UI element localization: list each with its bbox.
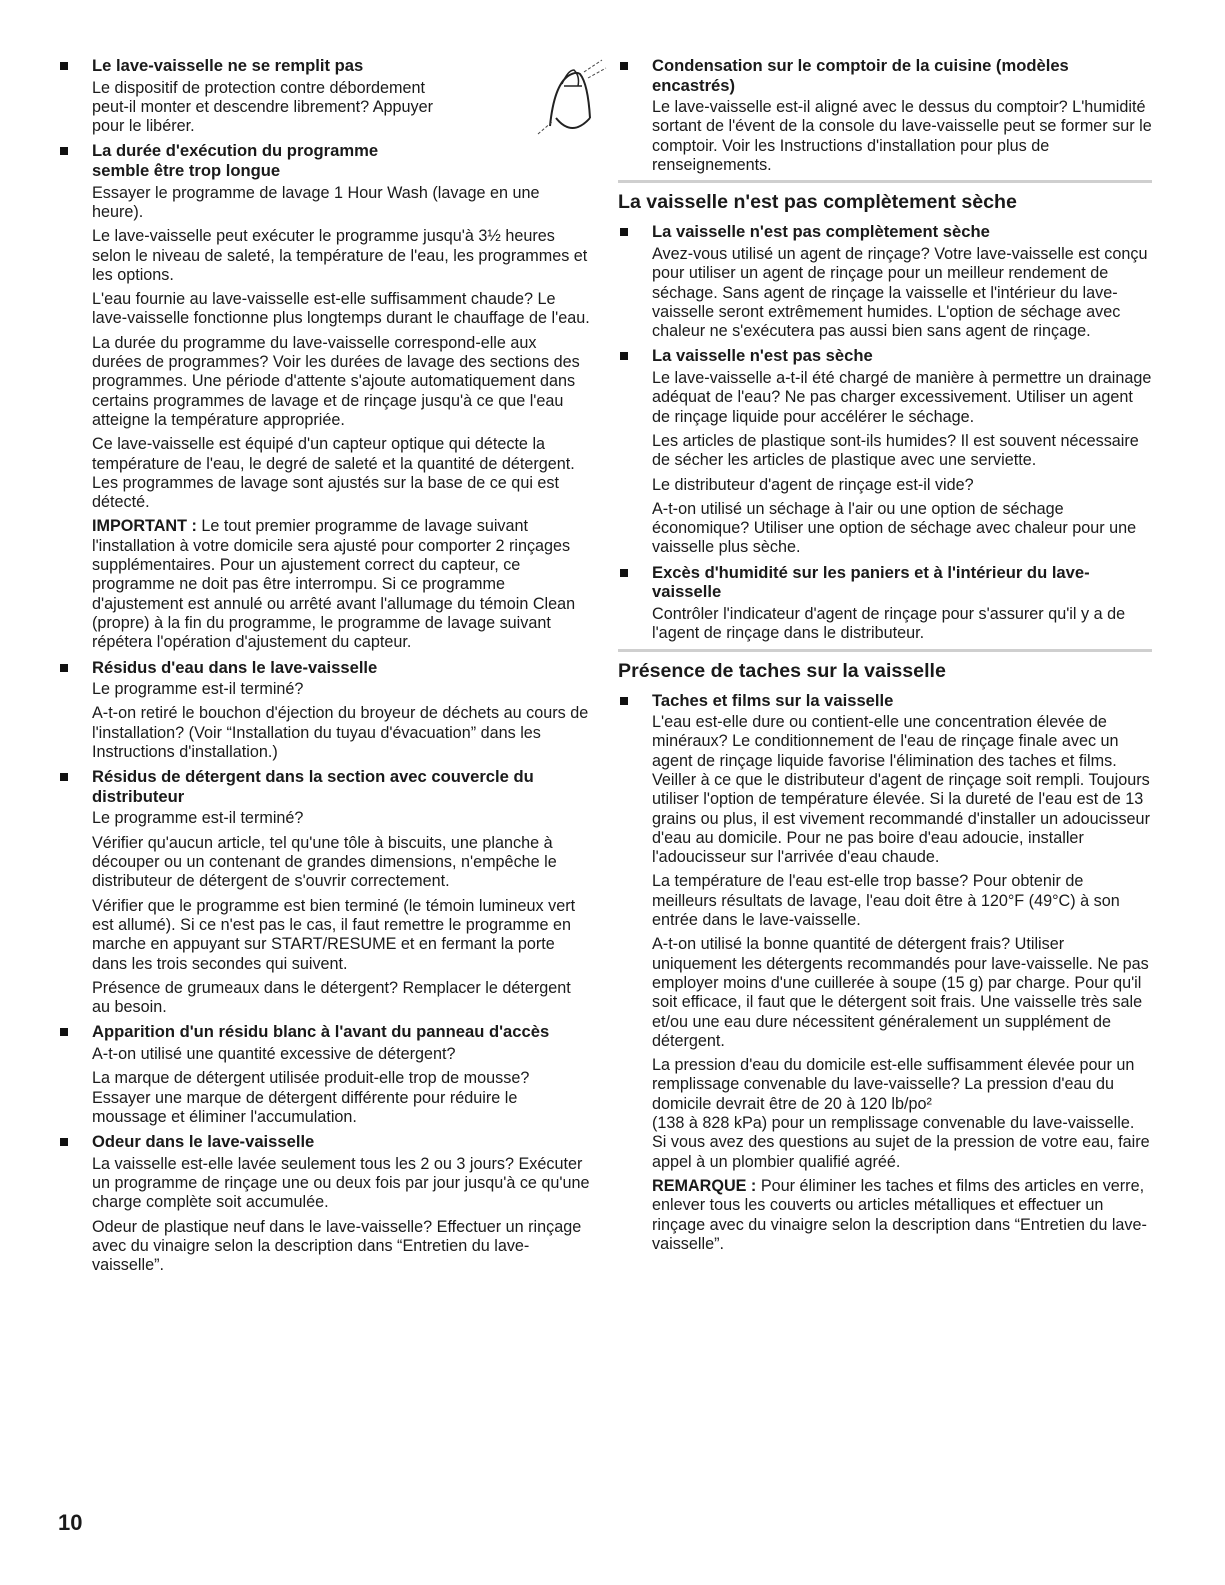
issue-detergent-residue bbox=[58, 767, 590, 1017]
remark-text: Pour éliminer les taches et films des articles en verre, enlever tous les couverts ou articles métalliques et effectuer un rinçage avec du vinaigre selon la description dans “Entretien du lave-vaisselle”. bbox=[652, 1176, 1147, 1253]
paragraph: A-t-on retiré le bouchon d'éjection du broyeur de déchets au cours de l'installation? (Voir “Installation du tuyau d'évacuation” dans les Instructions d'installation.) bbox=[92, 704, 589, 761]
bullet-icon bbox=[620, 228, 628, 236]
right-column bbox=[618, 56, 1152, 1259]
paragraph: La durée du programme du lave-vaisselle correspond-elle aux durées de programmes? Voir les durées de lavage des sections des programmes. Une période d'attente s'ajoute automatiquement dans certains programmes de lavage et de rinçage jusqu'à ce que l'eau atteigne la température appropriée. bbox=[92, 333, 580, 429]
page-number: 10 bbox=[58, 1510, 83, 1535]
issue-title: Apparition d'un résidu blanc à l'avant du panneau d'accès bbox=[92, 1022, 550, 1042]
bullet-icon bbox=[60, 1028, 68, 1036]
paragraph: Essayer le programme de lavage 1 Hour Wash (lavage en une heure). bbox=[92, 183, 540, 221]
paragraph: L'eau fournie au lave-vaisselle est-elle suffisamment chaude? Le lave-vaisselle fonctionne plus longtemps durant le chauffage de l'eau. bbox=[92, 290, 590, 328]
bullet-icon bbox=[620, 62, 628, 70]
issue-title: Le lave-vaisselle ne se remplit pas bbox=[92, 56, 364, 75]
issue-odor bbox=[58, 1132, 590, 1275]
paragraph: L'eau est-elle dure ou contient-elle une concentration élevée de minéraux? Le conditionnement de l'eau de rinçage finale avec un agent de rinçage liquide favorise l'élimination des taches et films. Veiller à ce que le distributeur d'agent de rinçage soit rempli. Toujours utiliser l'option de température élevée. Si la dureté de l'eau est de 13 grains ou plus, il est vivement recommandé d'installer un adoucisseur d'eau au domicile. Pour ne pas boire d'eau adoucie, installer l'adoucisseur sur l'arrivée d'eau chaude. bbox=[652, 713, 1150, 867]
paragraph: A-t-on utilisé une quantité excessive de détergent? bbox=[92, 1045, 456, 1064]
paragraph: A-t-on utilisé la bonne quantité de détergent frais? Utiliser uniquement les détergents recommandés pour lave-vaisselle. Ne pas employer moins d'une cuillerée à soupe (15 g) par charge. Pour qu'il soit efficace, il faut que le détergent soit frais. Une vaisselle très sale et/ou une eau dure nécessitent généralement un supplément de détergent. bbox=[652, 935, 1149, 1050]
section-heading-spots: Présence de taches sur la vaisselle bbox=[618, 649, 1152, 683]
paragraph: La pression d'eau du domicile est-elle suffisamment élevée pour un remplissage convenable du lave-vaisselle? La pression d'eau du domicile devrait être de 20 à 120 lb/po² bbox=[652, 1056, 1135, 1113]
issue-water-residue bbox=[58, 658, 590, 763]
paragraph: Ce lave-vaisselle est équipé d'un capteur optique qui détecte la température de l'eau, le degré de saleté et la quantité de détergent. Les programmes de lavage sont ajustés sur la base de ce qui est détecté. bbox=[92, 435, 575, 512]
bullet-icon bbox=[620, 569, 628, 577]
issue-title: Résidus de détergent dans la section avec couvercle du distributeur bbox=[92, 767, 534, 806]
issue-title: Résidus d'eau dans le lave-vaisselle bbox=[92, 657, 378, 677]
paragraph: A-t-on utilisé un séchage à l'air ou une option de séchage économique? Utiliser une option de séchage avec chaleur pour une vaisselle plus sèche. bbox=[652, 499, 1137, 557]
issue-does-not-fill bbox=[58, 56, 590, 136]
paragraph: Le distributeur d'agent de rinçage est-il vide? bbox=[652, 475, 974, 494]
issue-not-completely-dry bbox=[618, 222, 1152, 341]
issue-title: La vaisselle n'est pas complètement sèche bbox=[652, 222, 990, 242]
remark-label: REMARQUE : bbox=[652, 1176, 757, 1195]
issue-spots-and-films bbox=[618, 691, 1152, 1255]
remark-note bbox=[652, 1177, 1152, 1254]
issue-title: La vaisselle n'est pas sèche bbox=[652, 346, 873, 366]
paragraph: Le lave-vaisselle a-t-il été chargé de manière à permettre un drainage adéquat de l'eau? Ne pas charger excessivement. Utiliser un agent de rinçage liquide pour accélérer le séchage. bbox=[652, 369, 1152, 426]
issue-excess-humidity bbox=[618, 563, 1152, 644]
paragraph: Contrôler l'indicateur d'agent de rinçage pour s'assurer qu'il y a de l'agent de rinçage dans le distributeur. bbox=[652, 604, 1126, 643]
paragraph: Le lave-vaisselle est-il aligné avec le dessus du comptoir? L'humidité sortant de l'évent de la console du lave-vaisselle peut se former sur le comptoir. Voir les Instructions d'installation pour plus de renseignements. bbox=[652, 98, 1152, 175]
issue-white-residue bbox=[58, 1022, 590, 1127]
left-column bbox=[58, 56, 590, 1281]
paragraph: Le programme est-il terminé? bbox=[92, 680, 304, 699]
bullet-icon bbox=[60, 1138, 68, 1146]
bullet-icon bbox=[60, 147, 68, 155]
issue-title: Taches et films sur la vaisselle bbox=[652, 690, 894, 710]
important-note bbox=[92, 517, 590, 652]
bullet-icon bbox=[620, 697, 628, 705]
paragraph: Avez-vous utilisé un agent de rinçage? Votre lave-vaisselle est conçu pour utiliser un agent de rinçage pour un meilleur rendement de séchage. Sans agent de rinçage la vaisselle et l'intérieur du lave-vaisselle seront extrêmement humides. L'option de séchage avec chaleur ne s'exécutera pas aussi bien sans agent de rinçage. bbox=[652, 244, 1148, 341]
section-heading-not-dry: La vaisselle n'est pas complètement sèche bbox=[618, 180, 1152, 214]
issue-title: La durée d'exécution du programme semble être trop longue bbox=[92, 141, 379, 181]
issue-title: Odeur dans le lave-vaisselle bbox=[92, 1132, 315, 1152]
paragraph: La marque de détergent utilisée produit-elle trop de mousse? Essayer une marque de détergent différente pour réduire le moussage et éliminer l'accumulation. bbox=[92, 1069, 530, 1126]
issue-not-dry bbox=[618, 346, 1152, 557]
bullet-icon bbox=[60, 664, 68, 672]
bullet-icon bbox=[620, 352, 628, 360]
paragraph: Odeur de plastique neuf dans le lave-vaisselle? Effectuer un rinçage avec du vinaigre selon la description dans “Entretien du lave-vaisselle”. bbox=[92, 1217, 582, 1275]
paragraph: Vérifier que le programme est bien terminé (le témoin lumineux vert est allumé). Si ce n'est pas le cas, il faut remettre le programme en marche en appuyant sur START/RESUME et en fermant la porte dans les trois secondes qui suivent. bbox=[92, 896, 576, 973]
paragraph: Les articles de plastique sont-ils humides? Il est souvent nécessaire de sécher les articles de plastique avec une serviette. bbox=[652, 431, 1139, 470]
issue-condensation bbox=[618, 56, 1152, 175]
issue-cycle-too-long bbox=[58, 141, 590, 652]
paragraph: Le lave-vaisselle peut exécuter le programme jusqu'à 3½ heures selon le niveau de saleté, la température de l'eau, les programmes et les options. bbox=[92, 227, 588, 284]
issue-title: Condensation sur le comptoir de la cuisine (modèles encastrés) bbox=[652, 56, 1069, 95]
paragraph: La vaisselle est-elle lavée seulement tous les 2 ou 3 jours? Exécuter un programme de rinçage une ou deux fois par jour jusqu'à ce qu'une charge complète soit accumulée. bbox=[92, 1154, 590, 1212]
important-text: Le tout premier programme de lavage suivant l'installation à votre domicile sera ajusté pour comporter 2 rinçages supplémentaires. Pour un ajustement correct du capteur, ce programme ne doit pas être interrompu. Si ce programme d'ajustement est annulé ou arrêté avant l'allumage du témoin Clean (propre) à la fin du programme, le programme de lavage suivant répétera l'opération d'ajustement du capteur. bbox=[92, 517, 576, 652]
bullet-icon bbox=[60, 773, 68, 781]
paragraph: La température de l'eau est-elle trop basse? Pour obtenir de meilleurs résultats de lavage, l'eau doit être à 120°F (49°C) à son entrée dans le lave-vaisselle. bbox=[652, 872, 1120, 930]
paragraph: Présence de grumeaux dans le détergent? Remplacer le détergent au besoin. bbox=[92, 978, 571, 1017]
paragraph: Vérifier qu'aucun article, tel qu'une tôle à biscuits, une planche à découper ou un contenant de grandes dimensions, n'empêche le distributeur de détergent de s'ouvrir correctement. bbox=[92, 833, 557, 891]
bullet-icon bbox=[60, 62, 68, 70]
issue-title: Excès d'humidité sur les paniers et à l'intérieur du lave-vaisselle bbox=[652, 562, 1090, 602]
paragraph: Le dispositif de protection contre débordement peut-il monter et descendre librement? Appuyer pour le libérer. bbox=[92, 78, 434, 136]
important-label: IMPORTANT : bbox=[92, 517, 197, 536]
paragraph: Le programme est-il terminé? bbox=[92, 809, 304, 828]
paragraph: (138 à 828 kPa) pour un remplissage convenable du lave-vaisselle. Si vous avez des questions au sujet de la pression de votre eau, faire appel à un plombier qualifié agréé. bbox=[652, 1114, 1150, 1171]
